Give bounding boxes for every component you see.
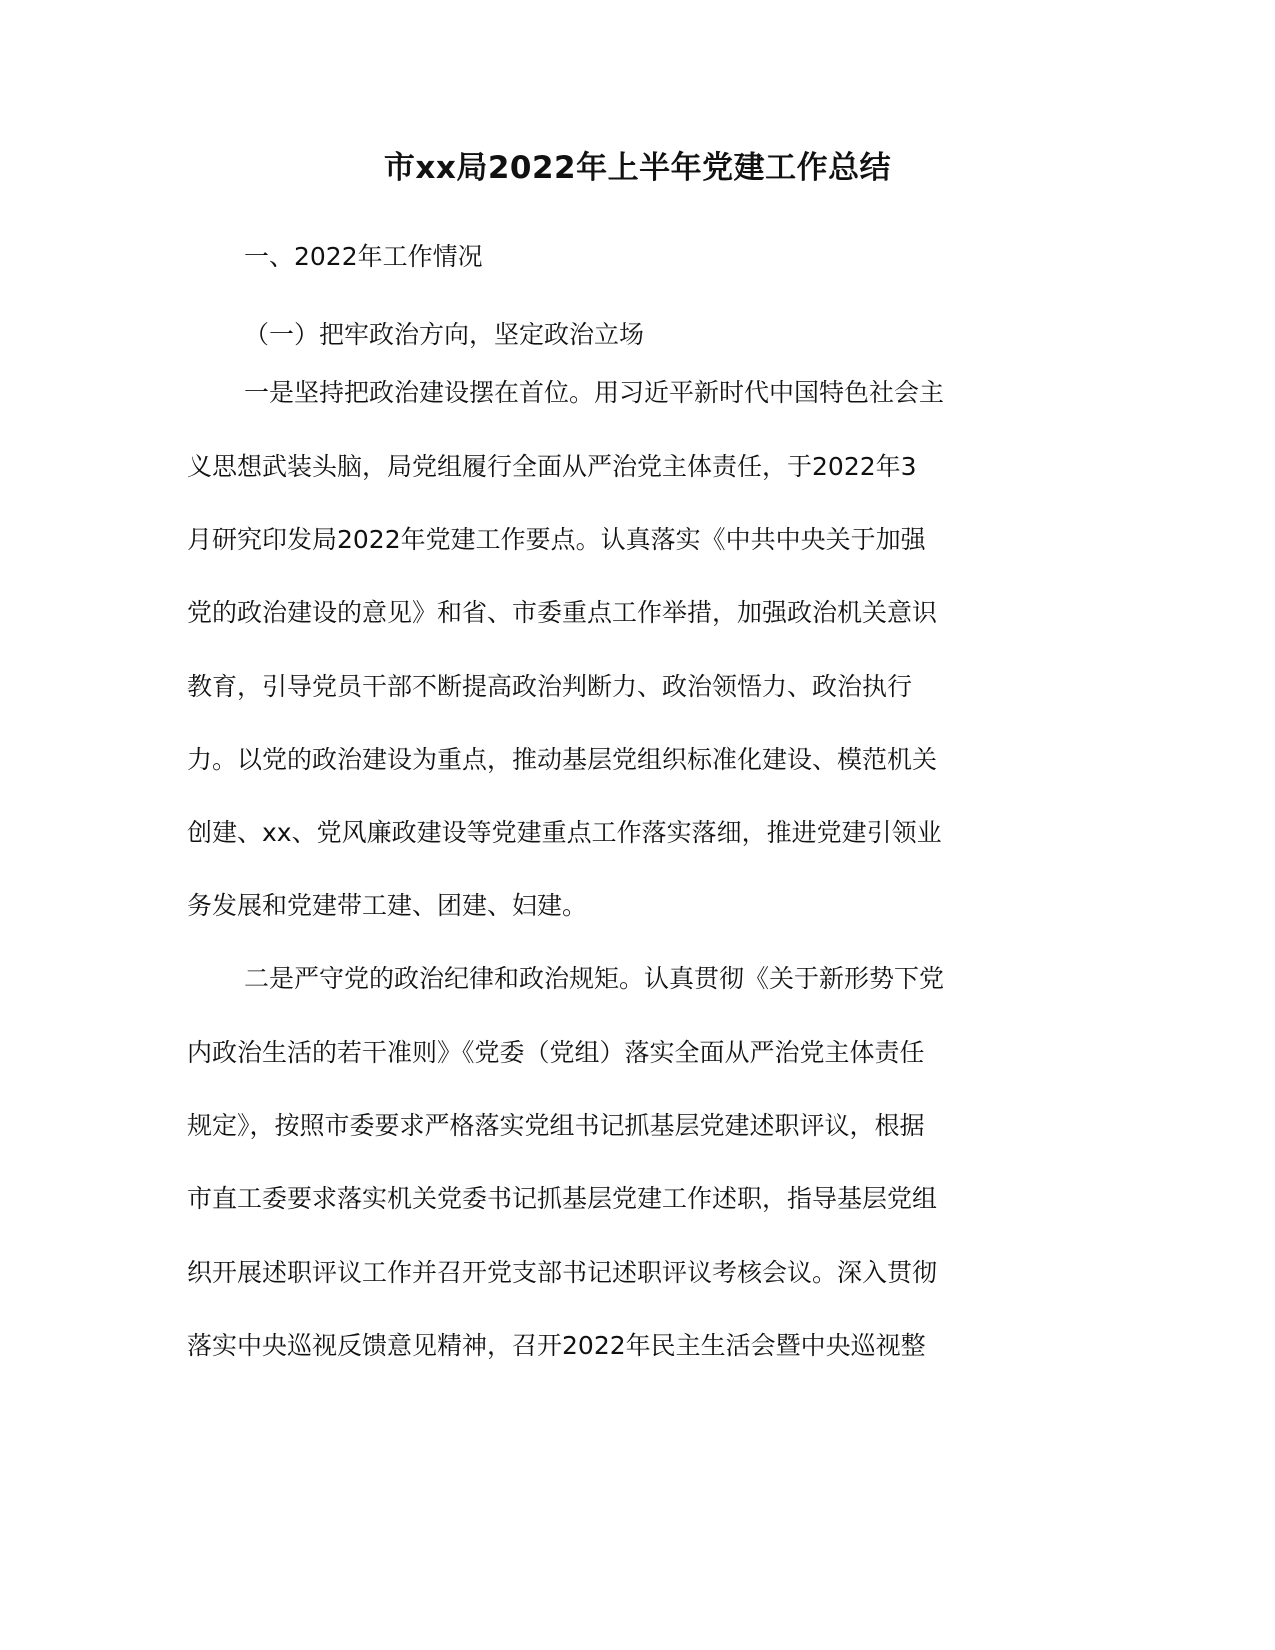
paragraph-line: 落实中央巡视反馈意见精神，召开2022年民主生活会暨中央巡视整 [187, 1331, 926, 1360]
subsection-heading: （一）把牢政治方向，坚定政治立场 [244, 320, 645, 349]
paragraph-line: 内政治生活的若干准则》《党委（党组）落实全面从严治党主体责任 [187, 1038, 925, 1067]
paragraph-line: 创建、xx、党风廉政建设等党建重点工作落实落细，推进党建引领业 [187, 818, 942, 847]
paragraph-line: 二是严守党的政治纪律和政治规矩。认真贯彻《关于新形势下党 [244, 964, 945, 993]
paragraph-line: 务发展和党建带工建、团建、妇建。 [187, 891, 588, 920]
paragraph-line: 教育，引导党员干部不断提高政治判断力、政治领悟力、政治执行 [187, 672, 913, 701]
paragraph-line: 党的政治建设的意见》和省、市委重点工作举措，加强政治机关意识 [187, 598, 938, 627]
document-title: 市xx局2022年上半年党建工作总结 [383, 150, 892, 186]
paragraph-line: 市直工委要求落实机关党委书记抓基层党建工作述职，指导基层党组 [187, 1184, 938, 1213]
paragraph-line: 一是坚持把政治建设摆在首位。用习近平新时代中国特色社会主 [244, 378, 945, 407]
paragraph-line: 月研究印发局2022年党建工作要点。认真落实《中共中央关于加强 [187, 525, 926, 554]
section-heading: 一、2022年工作情况 [244, 242, 483, 271]
paragraph-line: 规定》，按照市委要求严格落实党组书记抓基层党建述职评议，根据 [187, 1111, 925, 1140]
paragraph-line: 织开展述职评议工作并召开党支部书记述职评议考核会议。深入贯彻 [187, 1258, 938, 1287]
paragraph-line: 力。以党的政治建设为重点，推动基层党组织标准化建设、模范机关 [187, 745, 938, 774]
paragraph-line: 义思想武装头脑，局党组履行全面从严治党主体责任，于2022年3 [187, 452, 917, 481]
